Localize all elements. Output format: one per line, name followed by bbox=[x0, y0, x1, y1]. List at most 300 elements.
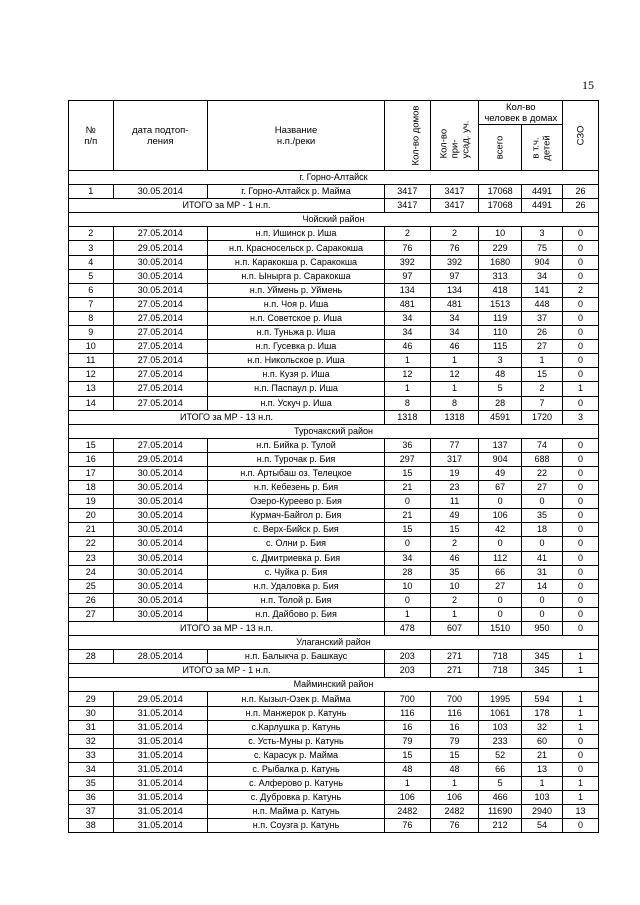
cell-szo: 0 bbox=[563, 227, 599, 241]
section-row bbox=[69, 171, 599, 185]
cell-children: 18 bbox=[521, 523, 562, 537]
cell-date: 31.05.2014 bbox=[113, 734, 207, 748]
cell-houses: 134 bbox=[385, 283, 431, 297]
table-row bbox=[69, 593, 599, 607]
cell-plots: 1 bbox=[430, 382, 479, 396]
cell-name: н.п. Дайбово р. Бия bbox=[208, 607, 385, 621]
cell-szo: 0 bbox=[563, 551, 599, 565]
cell-houses: 203 bbox=[385, 650, 431, 664]
table-row bbox=[69, 438, 599, 452]
table-row bbox=[69, 311, 599, 325]
table-row bbox=[69, 340, 599, 354]
cell-szo: 1 bbox=[563, 720, 599, 734]
cell-name: н.п. Турочак р. Бия bbox=[208, 452, 385, 466]
cell-plots: 49 bbox=[430, 509, 479, 523]
table-row bbox=[69, 706, 599, 720]
cell-num: 31 bbox=[69, 720, 114, 734]
table-row bbox=[69, 481, 599, 495]
table-row bbox=[69, 297, 599, 311]
total-total: 4591 bbox=[479, 410, 521, 424]
cell-date: 30.05.2014 bbox=[113, 269, 207, 283]
cell-date: 30.05.2014 bbox=[113, 185, 207, 199]
section-title: Чойский район bbox=[69, 213, 599, 227]
cell-date: 28.05.2014 bbox=[113, 650, 207, 664]
cell-children: 14 bbox=[521, 579, 562, 593]
cell-total: 718 bbox=[479, 650, 521, 664]
page-number: 15 bbox=[582, 78, 594, 92]
cell-name: н.п. Советское р. Иша bbox=[208, 311, 385, 325]
table-row bbox=[69, 396, 599, 410]
cell-children: 13 bbox=[521, 762, 562, 776]
cell-children: 178 bbox=[521, 706, 562, 720]
cell-date: 31.05.2014 bbox=[113, 791, 207, 805]
cell-name: Курмач-Байгол р. Бия bbox=[208, 509, 385, 523]
cell-num: 15 bbox=[69, 438, 114, 452]
cell-num: 38 bbox=[69, 819, 114, 833]
cell-total: 418 bbox=[479, 283, 521, 297]
total-children: 1720 bbox=[521, 410, 562, 424]
cell-plots: 2482 bbox=[430, 805, 479, 819]
cell-houses: 2482 bbox=[385, 805, 431, 819]
cell-date: 27.05.2014 bbox=[113, 297, 207, 311]
cell-total: 904 bbox=[479, 452, 521, 466]
total-szo: 3 bbox=[563, 410, 599, 424]
cell-children: 37 bbox=[521, 311, 562, 325]
cell-num: 7 bbox=[69, 297, 114, 311]
cell-plots: 317 bbox=[430, 452, 479, 466]
cell-num: 33 bbox=[69, 748, 114, 762]
cell-plots: 15 bbox=[430, 748, 479, 762]
cell-total: 233 bbox=[479, 734, 521, 748]
total-total: 17068 bbox=[479, 199, 521, 213]
cell-num: 34 bbox=[69, 762, 114, 776]
cell-total: 66 bbox=[479, 762, 521, 776]
cell-date: 29.05.2014 bbox=[113, 452, 207, 466]
table-row bbox=[69, 734, 599, 748]
col-date-header bbox=[113, 101, 207, 171]
col-total-header bbox=[479, 125, 521, 171]
cell-num: 29 bbox=[69, 692, 114, 706]
cell-name: с. Рыбалка р. Катунь bbox=[208, 762, 385, 776]
cell-date: 31.05.2014 bbox=[113, 706, 207, 720]
cell-houses: 1 bbox=[385, 777, 431, 791]
table-row bbox=[69, 777, 599, 791]
cell-plots: 2 bbox=[430, 537, 479, 551]
cell-szo: 0 bbox=[563, 565, 599, 579]
cell-num: 11 bbox=[69, 354, 114, 368]
section-row bbox=[69, 636, 599, 650]
cell-num: 1 bbox=[69, 185, 114, 199]
cell-date: 31.05.2014 bbox=[113, 805, 207, 819]
cell-children: 0 bbox=[521, 537, 562, 551]
total-row bbox=[69, 410, 599, 424]
cell-houses: 392 bbox=[385, 255, 431, 269]
total-plots: 271 bbox=[430, 664, 479, 678]
cell-name: н.п. Артыбаш оз. Телецкое bbox=[208, 466, 385, 480]
cell-total: 229 bbox=[479, 241, 521, 255]
cell-houses: 48 bbox=[385, 762, 431, 776]
cell-szo: 0 bbox=[563, 396, 599, 410]
cell-houses: 0 bbox=[385, 537, 431, 551]
cell-plots: 10 bbox=[430, 579, 479, 593]
cell-total: 1995 bbox=[479, 692, 521, 706]
cell-szo: 0 bbox=[563, 509, 599, 523]
table-body bbox=[69, 171, 599, 833]
cell-children: 34 bbox=[521, 269, 562, 283]
col-houses-header bbox=[385, 101, 431, 171]
col-num-header bbox=[69, 101, 114, 171]
cell-name: с. Чуйка р. Бия bbox=[208, 565, 385, 579]
total-row bbox=[69, 199, 599, 213]
cell-num: 22 bbox=[69, 537, 114, 551]
cell-children: 60 bbox=[521, 734, 562, 748]
cell-children: 74 bbox=[521, 438, 562, 452]
cell-num: 19 bbox=[69, 495, 114, 509]
col-szo-label: СЗО bbox=[575, 125, 587, 146]
cell-houses: 15 bbox=[385, 523, 431, 537]
cell-name: с. Дмитриевка р. Бия bbox=[208, 551, 385, 565]
cell-children: 26 bbox=[521, 326, 562, 340]
cell-houses: 34 bbox=[385, 551, 431, 565]
cell-szo: 0 bbox=[563, 297, 599, 311]
cell-szo: 0 bbox=[563, 762, 599, 776]
cell-szo: 0 bbox=[563, 368, 599, 382]
cell-total: 119 bbox=[479, 311, 521, 325]
cell-date: 29.05.2014 bbox=[113, 241, 207, 255]
cell-total: 0 bbox=[479, 607, 521, 621]
cell-num: 18 bbox=[69, 481, 114, 495]
cell-date: 30.05.2014 bbox=[113, 466, 207, 480]
cell-total: 27 bbox=[479, 579, 521, 593]
total-label: ИТОГО за МР - 1 н.п. bbox=[69, 664, 385, 678]
cell-total: 115 bbox=[479, 340, 521, 354]
cell-szo: 0 bbox=[563, 607, 599, 621]
cell-plots: 76 bbox=[430, 241, 479, 255]
cell-plots: 48 bbox=[430, 762, 479, 776]
cell-name: н.п. Майма р. Катунь bbox=[208, 805, 385, 819]
cell-plots: 134 bbox=[430, 283, 479, 297]
table-row bbox=[69, 283, 599, 297]
table-row bbox=[69, 791, 599, 805]
col-houses-label: Кол-во домов bbox=[410, 105, 422, 166]
table-header bbox=[69, 101, 599, 171]
cell-plots: 76 bbox=[430, 819, 479, 833]
cell-name: н.п. Паспаул р. Иша bbox=[208, 382, 385, 396]
cell-plots: 35 bbox=[430, 565, 479, 579]
cell-plots: 34 bbox=[430, 311, 479, 325]
cell-total: 11690 bbox=[479, 805, 521, 819]
cell-plots: 1 bbox=[430, 607, 479, 621]
cell-children: 31 bbox=[521, 565, 562, 579]
cell-num: 13 bbox=[69, 382, 114, 396]
cell-houses: 700 bbox=[385, 692, 431, 706]
cell-plots: 3417 bbox=[430, 185, 479, 199]
cell-total: 110 bbox=[479, 326, 521, 340]
cell-children: 21 bbox=[521, 748, 562, 762]
cell-date: 27.05.2014 bbox=[113, 396, 207, 410]
total-plots: 1318 bbox=[430, 410, 479, 424]
cell-total: 1061 bbox=[479, 706, 521, 720]
cell-houses: 1 bbox=[385, 382, 431, 396]
cell-plots: 700 bbox=[430, 692, 479, 706]
col-name-label: Название н.п./реки bbox=[274, 124, 318, 147]
cell-name: с. Олни р. Бия bbox=[208, 537, 385, 551]
cell-children: 448 bbox=[521, 297, 562, 311]
cell-szo: 0 bbox=[563, 481, 599, 495]
col-szo-header bbox=[563, 101, 599, 171]
cell-children: 0 bbox=[521, 607, 562, 621]
table-row bbox=[69, 269, 599, 283]
cell-houses: 21 bbox=[385, 509, 431, 523]
cell-houses: 76 bbox=[385, 241, 431, 255]
cell-num: 21 bbox=[69, 523, 114, 537]
cell-children: 2940 bbox=[521, 805, 562, 819]
cell-date: 27.05.2014 bbox=[113, 382, 207, 396]
cell-num: 20 bbox=[69, 509, 114, 523]
table-row bbox=[69, 354, 599, 368]
cell-houses: 36 bbox=[385, 438, 431, 452]
section-row bbox=[69, 213, 599, 227]
cell-houses: 97 bbox=[385, 269, 431, 283]
cell-total: 212 bbox=[479, 819, 521, 833]
cell-plots: 79 bbox=[430, 734, 479, 748]
section-title: Майминский район bbox=[69, 678, 599, 692]
cell-szo: 0 bbox=[563, 340, 599, 354]
table-row bbox=[69, 565, 599, 579]
total-plots: 3417 bbox=[430, 199, 479, 213]
cell-houses: 15 bbox=[385, 466, 431, 480]
cell-date: 27.05.2014 bbox=[113, 438, 207, 452]
cell-date: 30.05.2014 bbox=[113, 607, 207, 621]
cell-plots: 1 bbox=[430, 777, 479, 791]
total-houses: 203 bbox=[385, 664, 431, 678]
cell-date: 30.05.2014 bbox=[113, 551, 207, 565]
total-houses: 478 bbox=[385, 622, 431, 636]
cell-date: 27.05.2014 bbox=[113, 227, 207, 241]
table-row bbox=[69, 762, 599, 776]
cell-szo: 0 bbox=[563, 354, 599, 368]
col-plots-header bbox=[430, 101, 479, 171]
cell-num: 12 bbox=[69, 368, 114, 382]
table-row bbox=[69, 551, 599, 565]
cell-plots: 46 bbox=[430, 340, 479, 354]
cell-houses: 1 bbox=[385, 354, 431, 368]
cell-children: 1 bbox=[521, 777, 562, 791]
cell-date: 31.05.2014 bbox=[113, 720, 207, 734]
cell-children: 35 bbox=[521, 509, 562, 523]
cell-houses: 0 bbox=[385, 495, 431, 509]
cell-children: 22 bbox=[521, 466, 562, 480]
cell-szo: 26 bbox=[563, 185, 599, 199]
table-row bbox=[69, 650, 599, 664]
cell-date: 30.05.2014 bbox=[113, 481, 207, 495]
cell-plots: 1 bbox=[430, 354, 479, 368]
table-row bbox=[69, 227, 599, 241]
cell-name: с. Дубровка р. Катунь bbox=[208, 791, 385, 805]
cell-total: 10 bbox=[479, 227, 521, 241]
cell-name: н.п. Кызыл-Озек р. Майма bbox=[208, 692, 385, 706]
cell-plots: 19 bbox=[430, 466, 479, 480]
cell-szo: 1 bbox=[563, 650, 599, 664]
section-title: Турочакский район bbox=[69, 424, 599, 438]
cell-houses: 21 bbox=[385, 481, 431, 495]
cell-name: н.п. Бийка р. Тулой bbox=[208, 438, 385, 452]
cell-children: 54 bbox=[521, 819, 562, 833]
cell-houses: 34 bbox=[385, 326, 431, 340]
cell-total: 28 bbox=[479, 396, 521, 410]
cell-name: н.п. Соузга р. Катунь bbox=[208, 819, 385, 833]
cell-plots: 16 bbox=[430, 720, 479, 734]
cell-children: 27 bbox=[521, 481, 562, 495]
cell-szo: 0 bbox=[563, 269, 599, 283]
cell-num: 14 bbox=[69, 396, 114, 410]
cell-name: н.п. Каракокша р. Саракокша bbox=[208, 255, 385, 269]
table-row bbox=[69, 241, 599, 255]
cell-num: 5 bbox=[69, 269, 114, 283]
table-row bbox=[69, 523, 599, 537]
cell-date: 30.05.2014 bbox=[113, 283, 207, 297]
cell-houses: 46 bbox=[385, 340, 431, 354]
cell-plots: 392 bbox=[430, 255, 479, 269]
cell-name: н.п. Туньжа р. Иша bbox=[208, 326, 385, 340]
cell-total: 112 bbox=[479, 551, 521, 565]
cell-children: 75 bbox=[521, 241, 562, 255]
cell-houses: 481 bbox=[385, 297, 431, 311]
cell-houses: 0 bbox=[385, 593, 431, 607]
cell-name: н.п. Красносельск р. Саракокша bbox=[208, 241, 385, 255]
table-row bbox=[69, 368, 599, 382]
cell-num: 8 bbox=[69, 311, 114, 325]
cell-name: с. Алферово р. Катунь bbox=[208, 777, 385, 791]
total-children: 950 bbox=[521, 622, 562, 636]
total-plots: 607 bbox=[430, 622, 479, 636]
total-szo: 26 bbox=[563, 199, 599, 213]
cell-plots: 11 bbox=[430, 495, 479, 509]
cell-children: 4491 bbox=[521, 185, 562, 199]
total-children: 4491 bbox=[521, 199, 562, 213]
cell-total: 48 bbox=[479, 368, 521, 382]
table-row bbox=[69, 452, 599, 466]
cell-plots: 12 bbox=[430, 368, 479, 382]
cell-total: 5 bbox=[479, 382, 521, 396]
cell-total: 66 bbox=[479, 565, 521, 579]
cell-name: н.п. Уймень р. Уймень bbox=[208, 283, 385, 297]
cell-houses: 15 bbox=[385, 748, 431, 762]
cell-num: 17 bbox=[69, 466, 114, 480]
cell-children: 594 bbox=[521, 692, 562, 706]
cell-plots: 271 bbox=[430, 650, 479, 664]
cell-num: 28 bbox=[69, 650, 114, 664]
cell-houses: 28 bbox=[385, 565, 431, 579]
cell-szo: 0 bbox=[563, 523, 599, 537]
total-row bbox=[69, 664, 599, 678]
cell-plots: 116 bbox=[430, 706, 479, 720]
col-people-header bbox=[479, 101, 563, 125]
cell-plots: 106 bbox=[430, 791, 479, 805]
cell-children: 141 bbox=[521, 283, 562, 297]
cell-children: 0 bbox=[521, 593, 562, 607]
cell-name: с. Верх-Бийск р. Бия bbox=[208, 523, 385, 537]
table-row bbox=[69, 692, 599, 706]
cell-date: 30.05.2014 bbox=[113, 565, 207, 579]
cell-szo: 1 bbox=[563, 382, 599, 396]
col-num-label: № п/п bbox=[84, 124, 98, 147]
cell-houses: 2 bbox=[385, 227, 431, 241]
cell-szo: 0 bbox=[563, 734, 599, 748]
table-row bbox=[69, 326, 599, 340]
cell-plots: 23 bbox=[430, 481, 479, 495]
col-children-label: в т.ч. детей bbox=[530, 134, 553, 161]
cell-houses: 8 bbox=[385, 396, 431, 410]
cell-num: 32 bbox=[69, 734, 114, 748]
cell-date: 27.05.2014 bbox=[113, 326, 207, 340]
cell-num: 9 bbox=[69, 326, 114, 340]
cell-name: н.п. Никольское р. Иша bbox=[208, 354, 385, 368]
cell-plots: 34 bbox=[430, 326, 479, 340]
cell-total: 466 bbox=[479, 791, 521, 805]
table-row bbox=[69, 805, 599, 819]
section-row bbox=[69, 678, 599, 692]
cell-num: 35 bbox=[69, 777, 114, 791]
cell-szo: 0 bbox=[563, 495, 599, 509]
cell-szo: 13 bbox=[563, 805, 599, 819]
cell-houses: 76 bbox=[385, 819, 431, 833]
cell-name: г. Горно-Алтайск р. Майма bbox=[208, 185, 385, 199]
cell-total: 0 bbox=[479, 537, 521, 551]
total-total: 1510 bbox=[479, 622, 521, 636]
total-children: 345 bbox=[521, 664, 562, 678]
cell-szo: 1 bbox=[563, 692, 599, 706]
cell-children: 3 bbox=[521, 227, 562, 241]
cell-children: 1 bbox=[521, 354, 562, 368]
cell-szo: 0 bbox=[563, 593, 599, 607]
table-row bbox=[69, 720, 599, 734]
cell-date: 31.05.2014 bbox=[113, 762, 207, 776]
cell-houses: 1 bbox=[385, 607, 431, 621]
cell-name: н.п. Ишинск р. Иша bbox=[208, 227, 385, 241]
cell-houses: 16 bbox=[385, 720, 431, 734]
flood-table bbox=[68, 100, 599, 833]
cell-total: 1680 bbox=[479, 255, 521, 269]
cell-plots: 77 bbox=[430, 438, 479, 452]
cell-date: 30.05.2014 bbox=[113, 537, 207, 551]
cell-name: н.п. Толой р. Бия bbox=[208, 593, 385, 607]
cell-date: 30.05.2014 bbox=[113, 593, 207, 607]
cell-total: 313 bbox=[479, 269, 521, 283]
total-szo: 0 bbox=[563, 622, 599, 636]
table-row bbox=[69, 748, 599, 762]
cell-houses: 34 bbox=[385, 311, 431, 325]
cell-num: 4 bbox=[69, 255, 114, 269]
cell-num: 37 bbox=[69, 805, 114, 819]
cell-plots: 8 bbox=[430, 396, 479, 410]
cell-total: 1513 bbox=[479, 297, 521, 311]
cell-date: 27.05.2014 bbox=[113, 354, 207, 368]
total-label: ИТОГО за МР - 13 н.п. bbox=[69, 410, 385, 424]
cell-total: 52 bbox=[479, 748, 521, 762]
cell-children: 345 bbox=[521, 650, 562, 664]
cell-date: 30.05.2014 bbox=[113, 255, 207, 269]
cell-total: 17068 bbox=[479, 185, 521, 199]
cell-children: 15 bbox=[521, 368, 562, 382]
total-szo: 1 bbox=[563, 664, 599, 678]
table-row bbox=[69, 255, 599, 269]
total-label: ИТОГО за МР - 1 н.п. bbox=[69, 199, 385, 213]
cell-children: 0 bbox=[521, 495, 562, 509]
col-children-header bbox=[521, 125, 562, 171]
cell-num: 24 bbox=[69, 565, 114, 579]
cell-szo: 1 bbox=[563, 777, 599, 791]
